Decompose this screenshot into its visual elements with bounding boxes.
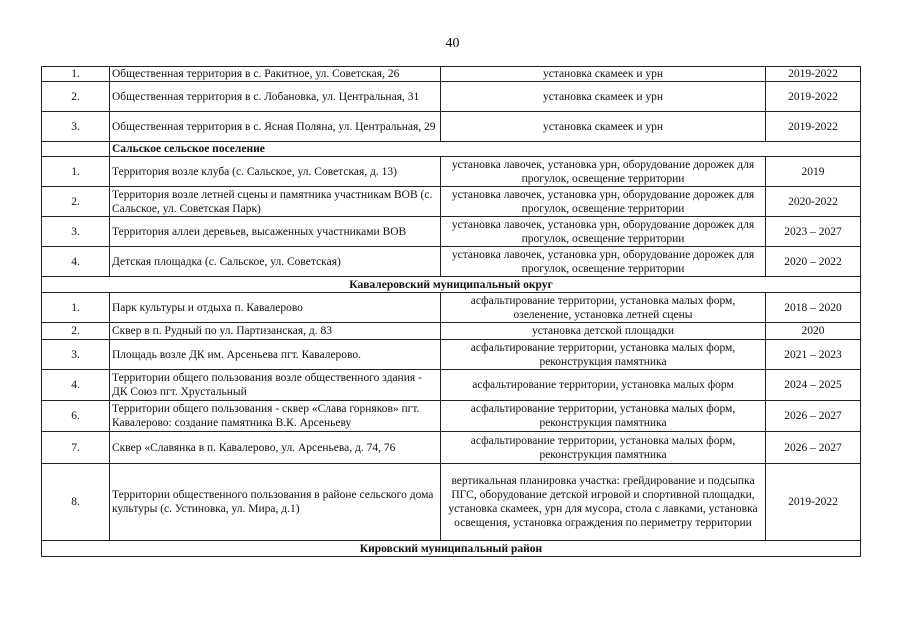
period: 2020-2022 <box>766 187 861 217</box>
period: 2019-2022 <box>766 82 861 112</box>
territory-name: Общественная территория в с. Ракитное, ул. Советская, 26 <box>110 67 441 82</box>
empty-cell <box>42 142 110 157</box>
territory-name: Парк культуры и отдыха п. Кавалерово <box>110 293 441 323</box>
row-number: 8. <box>42 464 110 541</box>
row-number: 7. <box>42 432 110 464</box>
table-row <box>42 112 861 142</box>
territory-name: Общественная территория в с. Лобановка, ул. Центральная, 31 <box>110 82 441 112</box>
row-number: 1. <box>42 157 110 187</box>
work-description: установка скамеек и урн <box>441 82 766 112</box>
work-description: установка детской площадки <box>441 323 766 340</box>
period: 2018 – 2020 <box>766 293 861 323</box>
work-description: установка лавочек, установка урн, оборудование дорожек для прогулок, освещение территории <box>441 247 766 277</box>
period: 2020 – 2022 <box>766 247 861 277</box>
period: 2024 – 2025 <box>766 370 861 401</box>
period: 2026 – 2027 <box>766 401 861 432</box>
territory-name: Территории общего пользования - сквер «Слава горняков» пгт. Кавалерово: создание памятника В.К. Арсеньеву <box>110 401 441 432</box>
row-number: 6. <box>42 401 110 432</box>
table-row <box>42 247 861 277</box>
work-description: вертикальная планировка участка: грейдирование и подсыпка ПГС, оборудование детской игровой и спортивной площадки, установка скамеек, урн для мусора, стола с лавками, установка освещения, установка ограждения по периметру территории <box>441 464 766 541</box>
territory-name: Территория возле клуба (с. Сальское, ул. Советская, д. 13) <box>110 157 441 187</box>
row-number: 1. <box>42 67 110 82</box>
period: 2019-2022 <box>766 112 861 142</box>
table-row <box>42 187 861 217</box>
district-title: Кировский муниципальный район <box>42 541 861 557</box>
row-number: 2. <box>42 82 110 112</box>
table-row <box>42 432 861 464</box>
territory-name: Территория возле летней сцены и памятника участникам ВОВ (с. Сальское, ул. Советская Парк) <box>110 187 441 217</box>
territory-name: Детская площадка (с. Сальское, ул. Советская) <box>110 247 441 277</box>
work-description: асфальтирование территории, установка малых форм, озеленение, установка летней сцены <box>441 293 766 323</box>
district-header-row <box>42 277 861 293</box>
section-title: Сальское сельское поселение <box>110 142 861 157</box>
row-number: 4. <box>42 370 110 401</box>
section-header-row <box>42 142 861 157</box>
row-number: 1. <box>42 293 110 323</box>
table-row <box>42 82 861 112</box>
work-description: установка лавочек, установка урн, оборудование дорожек для прогулок, освещение территории <box>441 187 766 217</box>
table-row <box>42 67 861 82</box>
period: 2026 – 2027 <box>766 432 861 464</box>
row-number: 3. <box>42 112 110 142</box>
period: 2021 – 2023 <box>766 340 861 370</box>
period: 2019-2022 <box>766 464 861 541</box>
territory-name: Территории общественного пользования в районе сельского дома культуры (с. Устиновка, ул. Мира, д.1) <box>110 464 441 541</box>
territory-name: Общественная территория в с. Ясная Поляна, ул. Центральная, 29 <box>110 112 441 142</box>
period: 2019-2022 <box>766 67 861 82</box>
period: 2019 <box>766 157 861 187</box>
row-number: 4. <box>42 247 110 277</box>
territory-name: Территория аллеи деревьев, высаженных участниками ВОВ <box>110 217 441 247</box>
territory-name: Территории общего пользования возле общественного здания - ДК Союз пгт. Хрустальный <box>110 370 441 401</box>
table-row <box>42 293 861 323</box>
period: 2023 – 2027 <box>766 217 861 247</box>
row-number: 3. <box>42 217 110 247</box>
period: 2020 <box>766 323 861 340</box>
work-description: установка скамеек и урн <box>441 67 766 82</box>
table-row <box>42 370 861 401</box>
row-number: 2. <box>42 323 110 340</box>
table-row <box>42 217 861 247</box>
work-description: установка лавочек, установка урн, оборудование дорожек для прогулок, освещение территории <box>441 157 766 187</box>
page-number: 40 <box>445 36 460 51</box>
work-description: асфальтирование территории, установка малых форм, реконструкция памятника <box>441 340 766 370</box>
improvement-table <box>41 66 861 557</box>
row-number: 3. <box>42 340 110 370</box>
district-header-row <box>42 541 861 557</box>
row-number: 2. <box>42 187 110 217</box>
work-description: установка скамеек и урн <box>441 112 766 142</box>
table-row <box>42 157 861 187</box>
table-row <box>42 323 861 340</box>
territory-name: Сквер в п. Рудный по ул. Партизанская, д. 83 <box>110 323 441 340</box>
work-description: асфальтирование территории, установка малых форм, реконструкция памятника <box>441 432 766 464</box>
territory-name: Сквер «Славянка в п. Кавалерово, ул. Арсеньева, д. 74, 76 <box>110 432 441 464</box>
territory-name: Площадь возле ДК им. Арсеньева пгт. Кавалерово. <box>110 340 441 370</box>
work-description: установка лавочек, установка урн, оборудование дорожек для прогулок, освещение территории <box>441 217 766 247</box>
district-title: Кавалеровский муниципальный округ <box>42 277 861 293</box>
table-row <box>42 401 861 432</box>
work-description: асфальтирование территории, установка малых форм <box>441 370 766 401</box>
table-row <box>42 340 861 370</box>
table-row <box>42 464 861 541</box>
work-description: асфальтирование территории, установка малых форм, реконструкция памятника <box>441 401 766 432</box>
